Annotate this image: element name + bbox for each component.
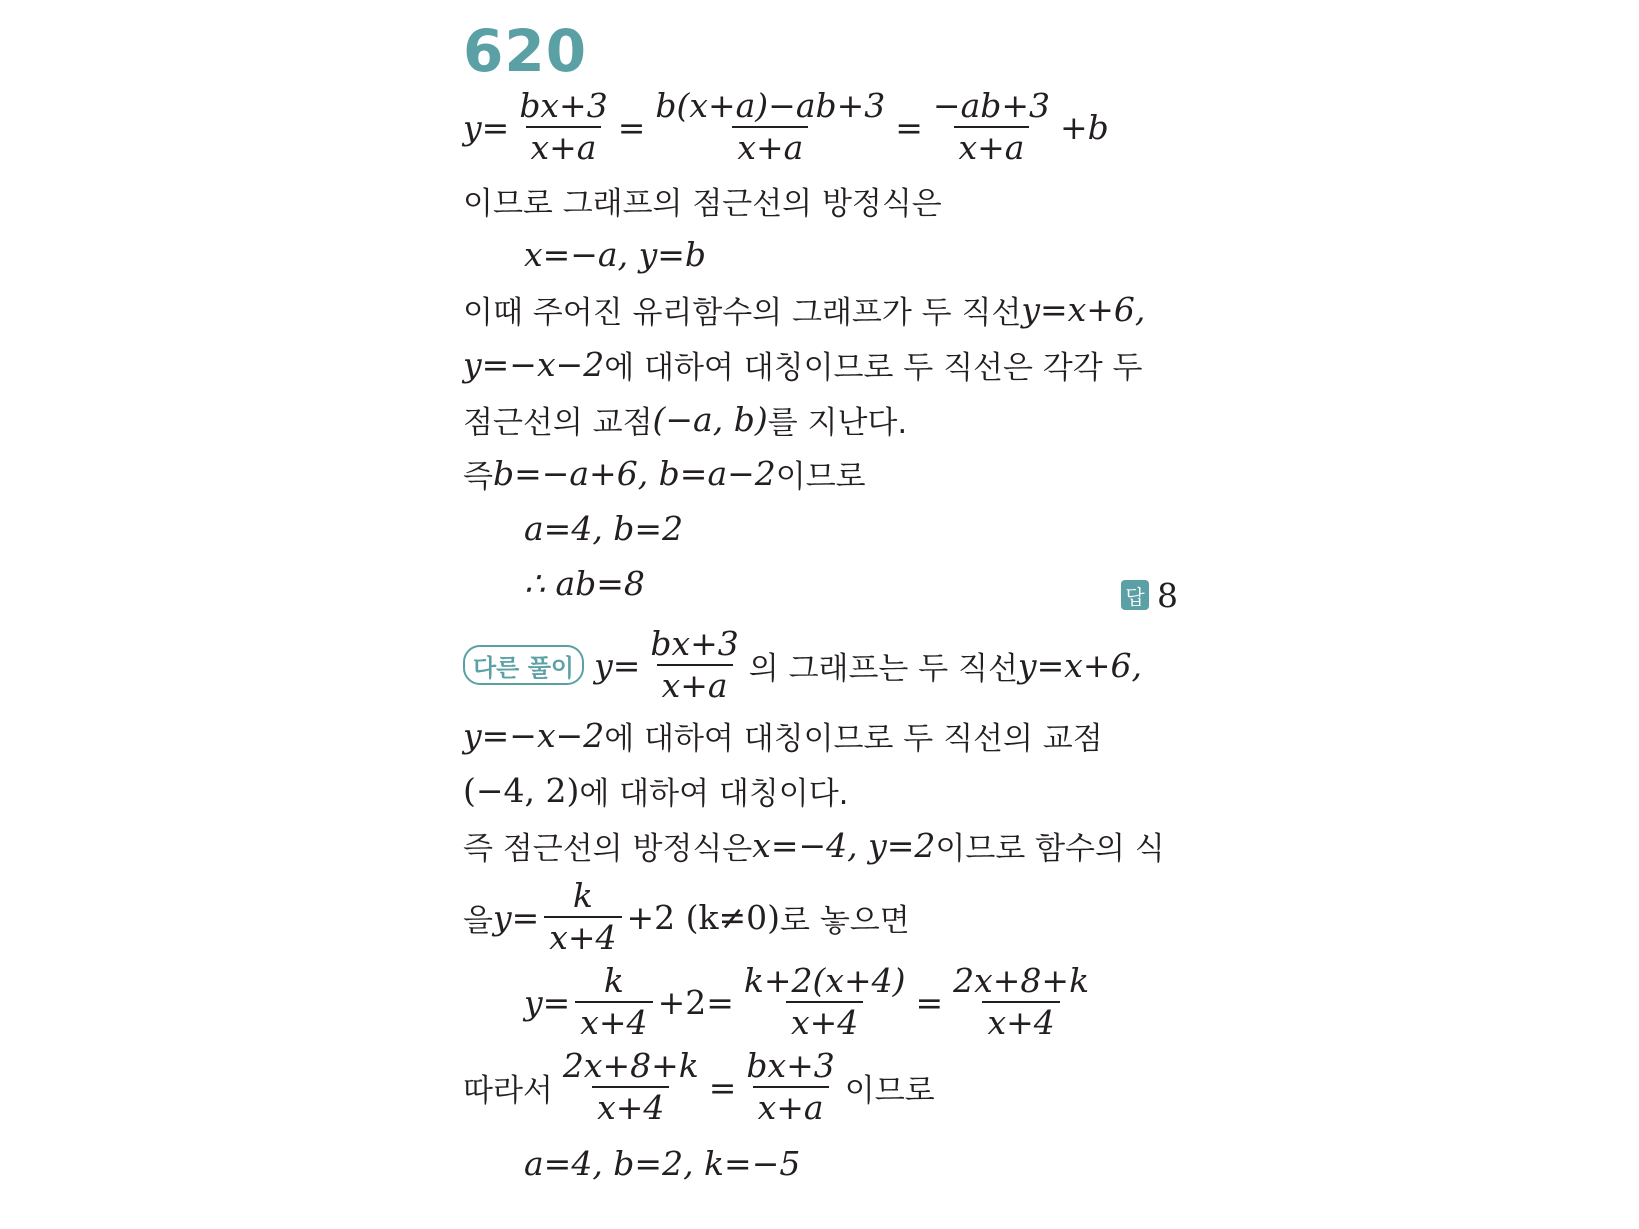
korean-text: 이므로 (844, 1072, 935, 1109)
math-expression: y=−x−2 (463, 715, 605, 755)
denominator: x+4 (575, 1001, 652, 1041)
math-tail: +b (1060, 107, 1109, 147)
math-y: y (463, 107, 482, 147)
math-expression: +2 (k≠0) (626, 897, 781, 937)
numerator: bx+3 (519, 86, 608, 125)
korean-text: 의 그래프는 두 직선 (748, 650, 1018, 687)
math-equals: = (617, 107, 646, 147)
denominator: x+a (657, 664, 733, 704)
denominator: x+a (526, 126, 602, 166)
numerator: −ab+3 (932, 86, 1051, 125)
numerator: k+2(x+4) (743, 961, 906, 1000)
math-equals: = (895, 107, 923, 147)
korean-text: 에 대하여 대칭이므로 두 직선은 각각 두 (604, 349, 1143, 386)
math-expression: (−a, b) (652, 399, 768, 439)
numerator: k (572, 876, 593, 915)
korean-text: 을 (463, 902, 493, 939)
math-expression: y=−x−2 (463, 344, 605, 384)
denominator: x+4 (982, 1001, 1059, 1041)
math-equals: = (481, 107, 510, 147)
equation-line (524, 957, 1244, 1047)
math-expression: a=4, b=2 (524, 508, 684, 548)
numerator: 2x+8+k (953, 961, 1090, 1000)
math-expression: ∴ ab=8 (524, 563, 645, 603)
fraction (544, 878, 621, 956)
math-expression: a=4, b=2, k=−5 (524, 1143, 801, 1183)
fraction (741, 1048, 839, 1126)
denominator: x+4 (786, 1001, 863, 1041)
math-expression: b=−a+6, b=a−2 (492, 453, 776, 493)
denominator: x+a (753, 1086, 829, 1126)
text-line (463, 872, 1183, 962)
numerator: bx+3 (746, 1046, 835, 1085)
math-expression: x=−4, y=2 (752, 825, 936, 865)
korean-text: 이때 주어진 유리함수의 그래프가 두 직선 (463, 294, 1022, 331)
math-y: y= (594, 645, 641, 685)
fraction (739, 963, 911, 1041)
math-expression: x=−a, y=b (524, 234, 706, 274)
fraction (558, 1048, 704, 1126)
math-expression: +2= (657, 982, 734, 1022)
answer (1121, 575, 1178, 615)
math-equals: = (915, 982, 944, 1022)
korean-text: 에 대하여 대칭이므로 두 직선의 교점 (604, 720, 1103, 757)
math-equals: = (708, 1067, 737, 1107)
korean-text: 따라서 (463, 1072, 553, 1109)
problem-number: 620 (463, 17, 588, 85)
equation-line (524, 1118, 1244, 1208)
math-y: y= (524, 982, 571, 1022)
korean-text: 이므로 함수의 식 (935, 830, 1165, 867)
denominator: x+4 (592, 1086, 669, 1126)
math-y: y= (492, 897, 540, 937)
fraction (575, 963, 652, 1041)
math-expression: y=x+6, (1021, 289, 1146, 329)
korean-text: 즉 점근선의 방정식은 (463, 830, 753, 867)
fraction (948, 963, 1094, 1041)
denominator: x+a (732, 126, 808, 166)
korean-text: 이므로 그래프의 점근선의 방정식은 (463, 185, 942, 222)
math-expression: (−4, 2) (463, 770, 580, 810)
korean-text: 로 놓으면 (780, 902, 910, 939)
numerator: k (603, 961, 624, 1000)
korean-text: 점근선의 교점 (463, 404, 653, 441)
korean-text: 즉 (463, 458, 493, 495)
answer-value: 8 (1157, 575, 1178, 615)
denominator: x+a (954, 126, 1030, 166)
math-expression: y=x+6, (1017, 645, 1142, 685)
korean-text: 를 지난다. (767, 404, 908, 441)
korean-text: 에 대하여 대칭이다. (579, 775, 849, 812)
denominator: x+4 (544, 916, 621, 956)
alternate-solution-tag: 다른 풀이 (463, 645, 584, 685)
korean-text: 이므로 (775, 458, 866, 495)
answer-badge: 답 (1121, 580, 1149, 610)
numerator: b(x+a)−ab+3 (655, 86, 886, 125)
numerator: bx+3 (650, 624, 739, 663)
numerator: 2x+8+k (562, 1046, 699, 1085)
